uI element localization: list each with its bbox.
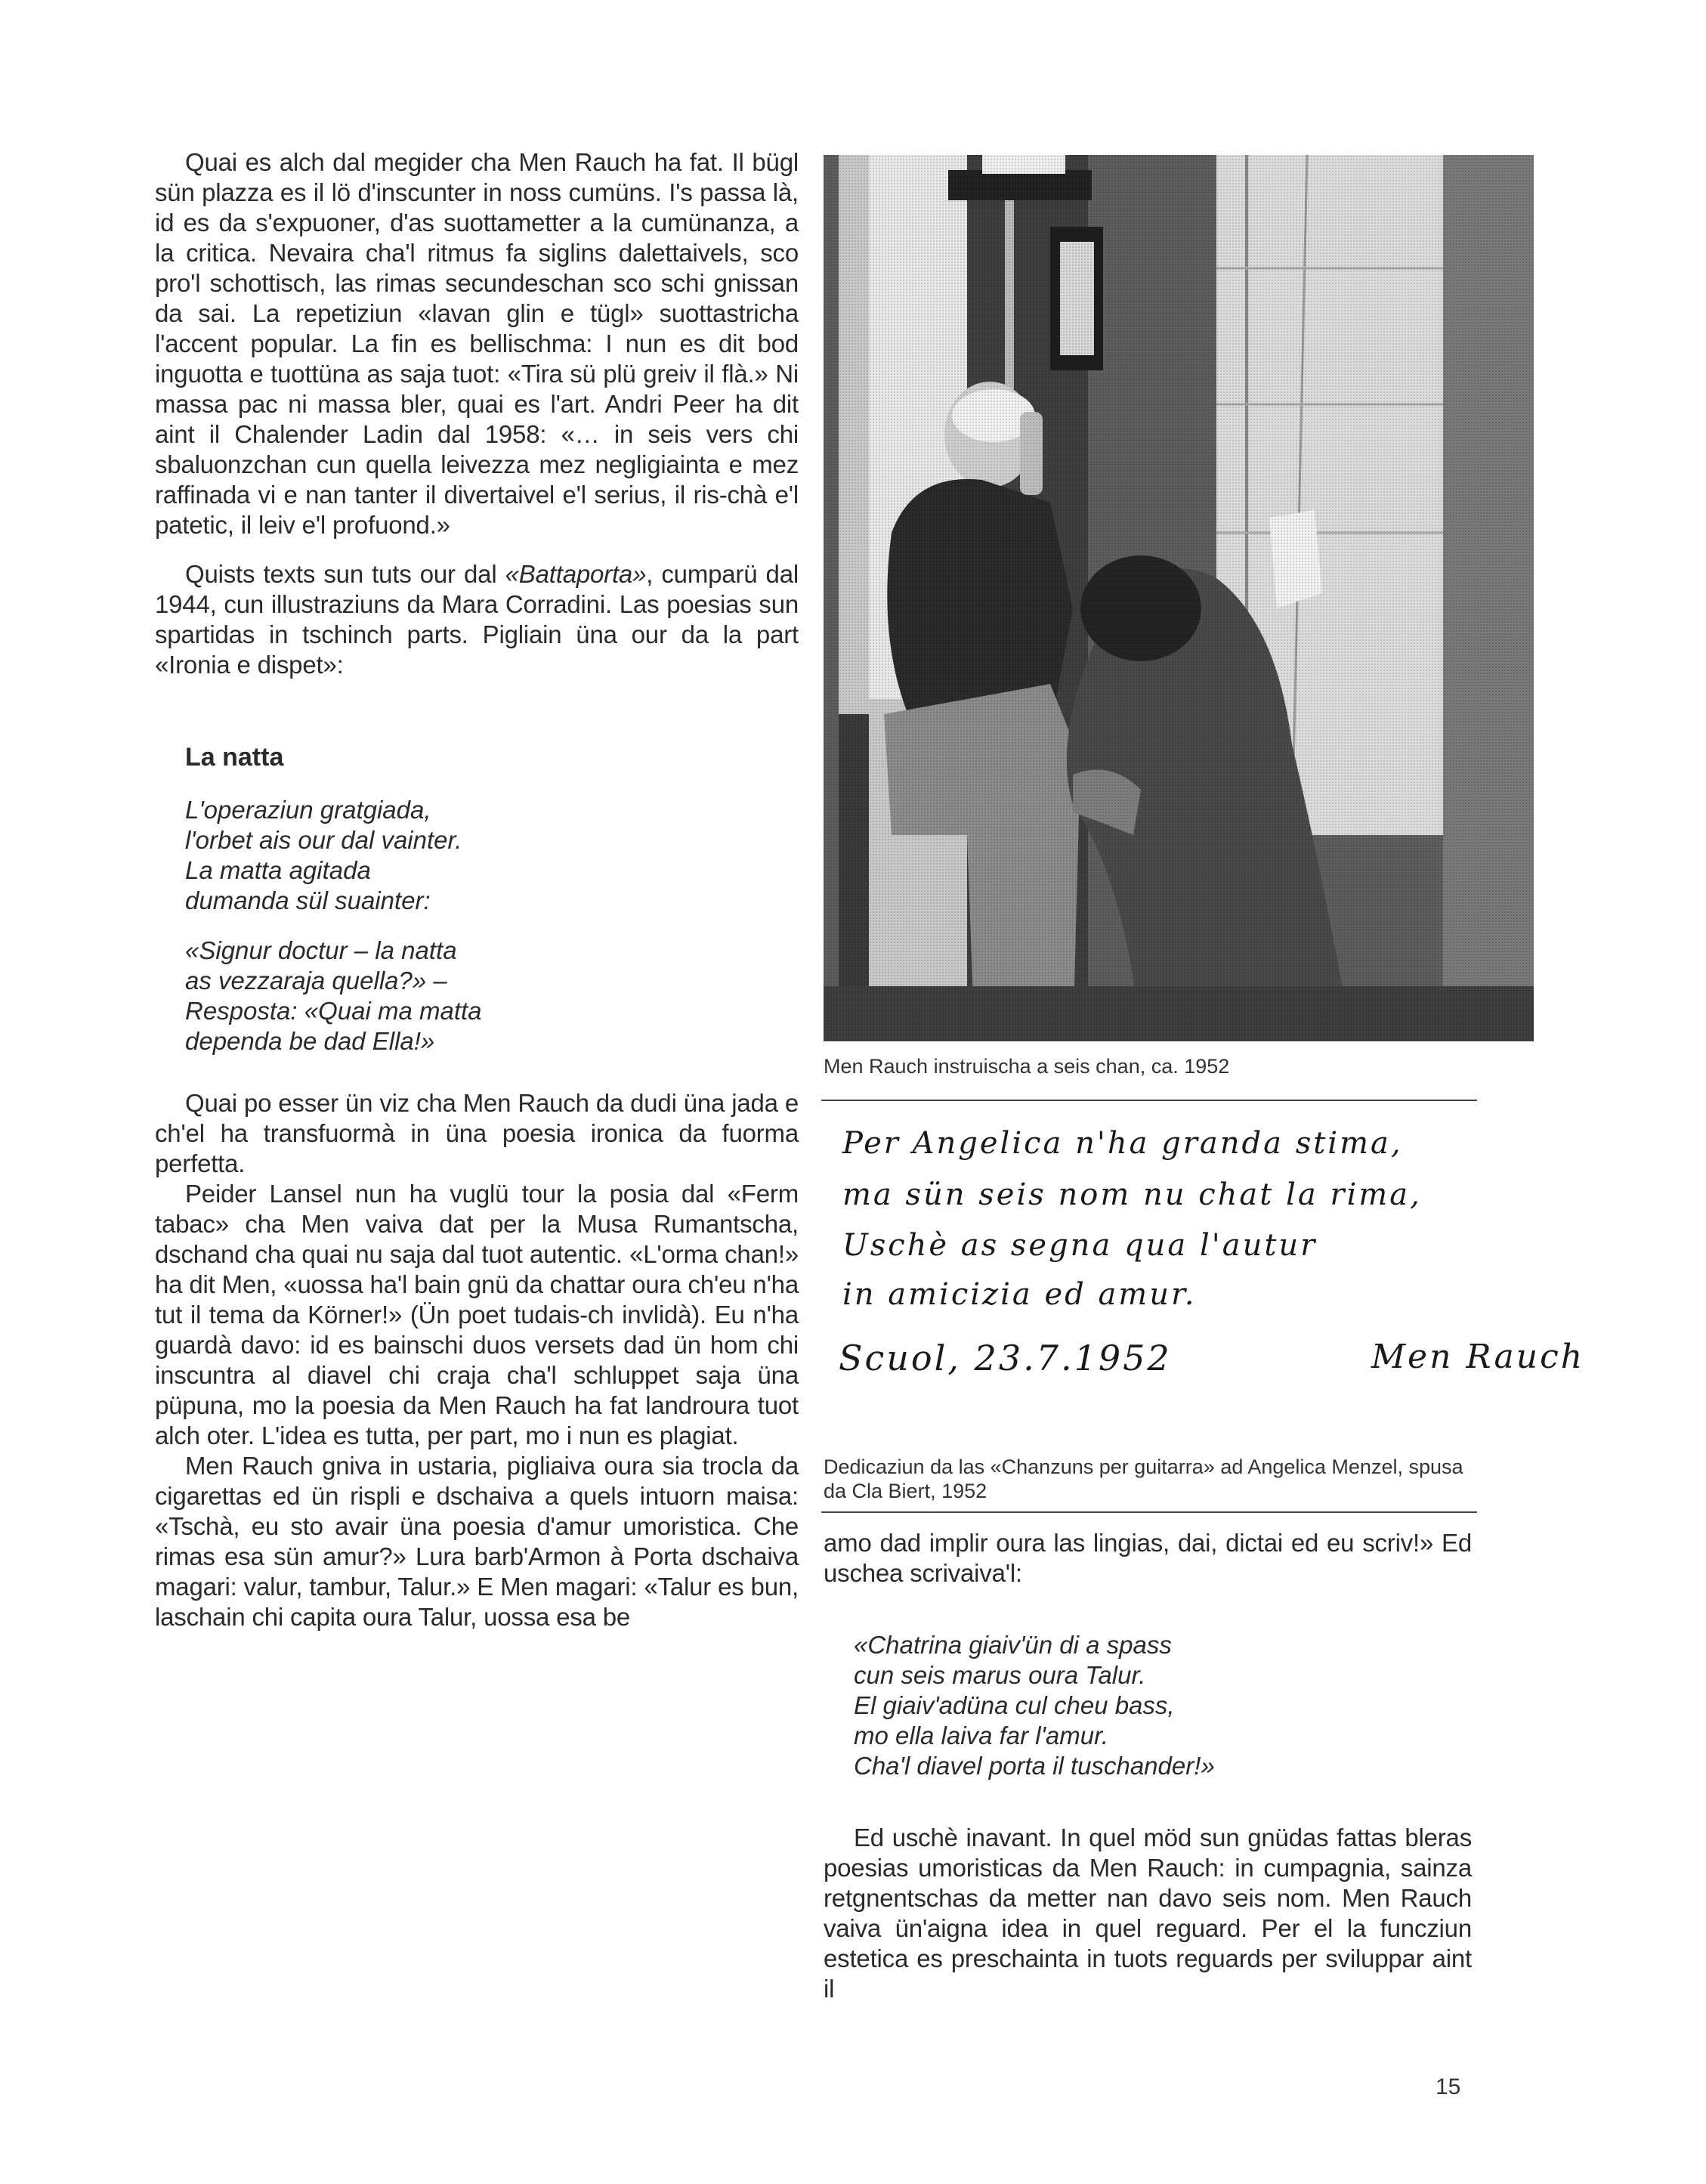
dedication-line: in amicizia ed amur. <box>842 1277 1197 1312</box>
body-paragraph: Quai es alch dal megider cha Men Rauch ha fat. Il bügl sün plazza es il lö d'inscunter in noss cumüns. I's passa là, id es da s'expuoner, d'as suottametter a la cumünanza, a la critica. Nevaira cha'l ritmus fa siglins dalettaivels, sco pro'l schottisch, las rimas secundeschan sco schi gnissan da sai. La repetiziun «lavan glin e tügl» suottastricha l'accent popular. La fin es bellischma: I nun es dit bod inguotta e tuottüna as saja tuot: «Tira sü plü greiv il flà.» Ni massa pac ni massa bler, quai es l'art. Andri Peer ha dit aint il Chalender Ladin dal 1958: «… in seis vers chi sbaluonzchan cun quella leivezza mez negligiainta e mez raffinada vi e nan tanter il divertaivel e'l serius, il ris-chà e'l patetic, il leiv e'l profuond.» <box>155 148 799 539</box>
dedication-line: Uschè as segna qua l'autur <box>842 1228 1318 1263</box>
poem-line: L'operaziun gratgiada, <box>185 796 431 824</box>
poem-line: El giaiv'adüna cul cheu bass, <box>854 1691 1175 1719</box>
dedication-line: Per Angelica n'ha granda stima, <box>842 1126 1403 1161</box>
left-column <box>155 147 799 1632</box>
poem-line: «Chatrina giaiv'ün di a spass <box>854 1631 1172 1659</box>
photo-men-rauch-with-dog <box>824 155 1534 1041</box>
poem-line: dependa be dad Ella!» <box>185 1027 435 1055</box>
poem-line: dumanda sül suainter: <box>185 886 431 914</box>
photo-caption: Men Rauch instruischa a seis chan, ca. 1952 <box>824 1055 1230 1078</box>
dedication-signature: Men Rauch <box>1371 1338 1585 1376</box>
page-number: 15 <box>1436 2074 1461 2099</box>
book-title-battaporta: «Battaporta» <box>505 560 647 588</box>
body-paragraph: Men Rauch gniva in ustaria, pigliaiva oura sia trocla da cigarettas ed ün rispli e dschaiva a quels intuorn maisa: «Tschà, eu sto avair üna poesia d'amur umoristica. Che rimas esa sün amur?» Lura barb'Armon à Porta dschaiva magari: valur, tambur, Talur.» E Men magari: «Talur es bun, laschain chi capita oura Talur, uossa esa be <box>155 1452 799 1631</box>
poem-chatrina <box>824 1630 1472 1781</box>
body-paragraph: Ed uschè inavant. In quel möd sun gnüdas fattas bleras poesias umoristicas da Men Rauch: in cumpagnia, sainza retgnentschas da metter nan davo seis nom. Men Rauch vaiva ün'aigna idea in quel reguard. Per el la funcziun estetica es preschainta in tuots reguards per sviluppar aint il <box>824 1824 1472 2003</box>
text-run: , cumparü dal 1944, cun illustraziuns da Mara Corradini. Las poesias sun spartidas in tschinch parts. Pigliain üna our da la part «Ironia e dispet»: <box>155 560 799 679</box>
body-paragraph: Quai po esser ün viz cha Men Rauch da dudi üna jada e ch'el ha transfuormà in üna poesia ironica da fuorma perfetta. <box>155 1089 799 1177</box>
poem-line: La matta agitada <box>185 856 371 884</box>
text-run: Quists texts sun tuts our dal <box>185 560 505 588</box>
dedication-date-place: Scuol, 23.7.1952 <box>839 1338 1172 1378</box>
poem-line: Resposta: «Quai ma matta <box>185 997 482 1025</box>
poem-line: «Signur doctur – la natta <box>185 936 457 964</box>
poem-la-natta <box>155 795 799 1056</box>
photo-illustration <box>824 155 1534 1041</box>
body-paragraph: amo dad implir oura las lingias, dai, dictai ed eu scriv!» Ed uschea scrivaiva'l: <box>824 1529 1472 1587</box>
poem-line: mo ella laiva far l'amur. <box>854 1722 1109 1749</box>
poem-title: La natta <box>185 743 284 772</box>
poem-line: Cha'l diavel porta il tuschander!» <box>854 1752 1215 1780</box>
dedication-line: ma sün seis nom nu chat la rima, <box>842 1177 1422 1212</box>
poem-line: as vezzaraja quella?» – <box>185 967 447 995</box>
caption-divider <box>821 1100 1477 1101</box>
poem-line: cun seis marus oura Talur. <box>854 1661 1146 1689</box>
right-column <box>824 1528 1472 2004</box>
poem-line: l'orbet ais our dal vainter. <box>185 826 462 854</box>
handwritten-dedication <box>827 1111 1585 1428</box>
dedication-caption: Dedicaziun da las «Chanzuns per guitarra» ad Angelica Menzel, spusa da Cla Biert, 1952 <box>824 1455 1463 1502</box>
body-paragraph <box>155 559 799 680</box>
caption-divider <box>821 1511 1477 1513</box>
body-paragraph: Peider Lansel nun ha vuglü tour la posia dal «Ferm tabac» cha Men vaiva dat per la Musa Rumantscha, dschand cha quai nu saja dal tuot autentic. «L'orma chan!» ha dit Men, «uossa ha'l bain gnü da chattar oura ch'eu n'ha tut il tema da Körner!» (Ün poet tudais-ch invlidà). Eu n'ha guardà davo: id es bainschi duos versets dad ün hom chi inscuntra al diavel chi craja cha'l schluppet saja üna püpuna, mo la poesia da Men Rauch ha fat landroura tuot alch oter. L'idea es tutta, per part, mo i nun es plagiat. <box>155 1180 799 1449</box>
